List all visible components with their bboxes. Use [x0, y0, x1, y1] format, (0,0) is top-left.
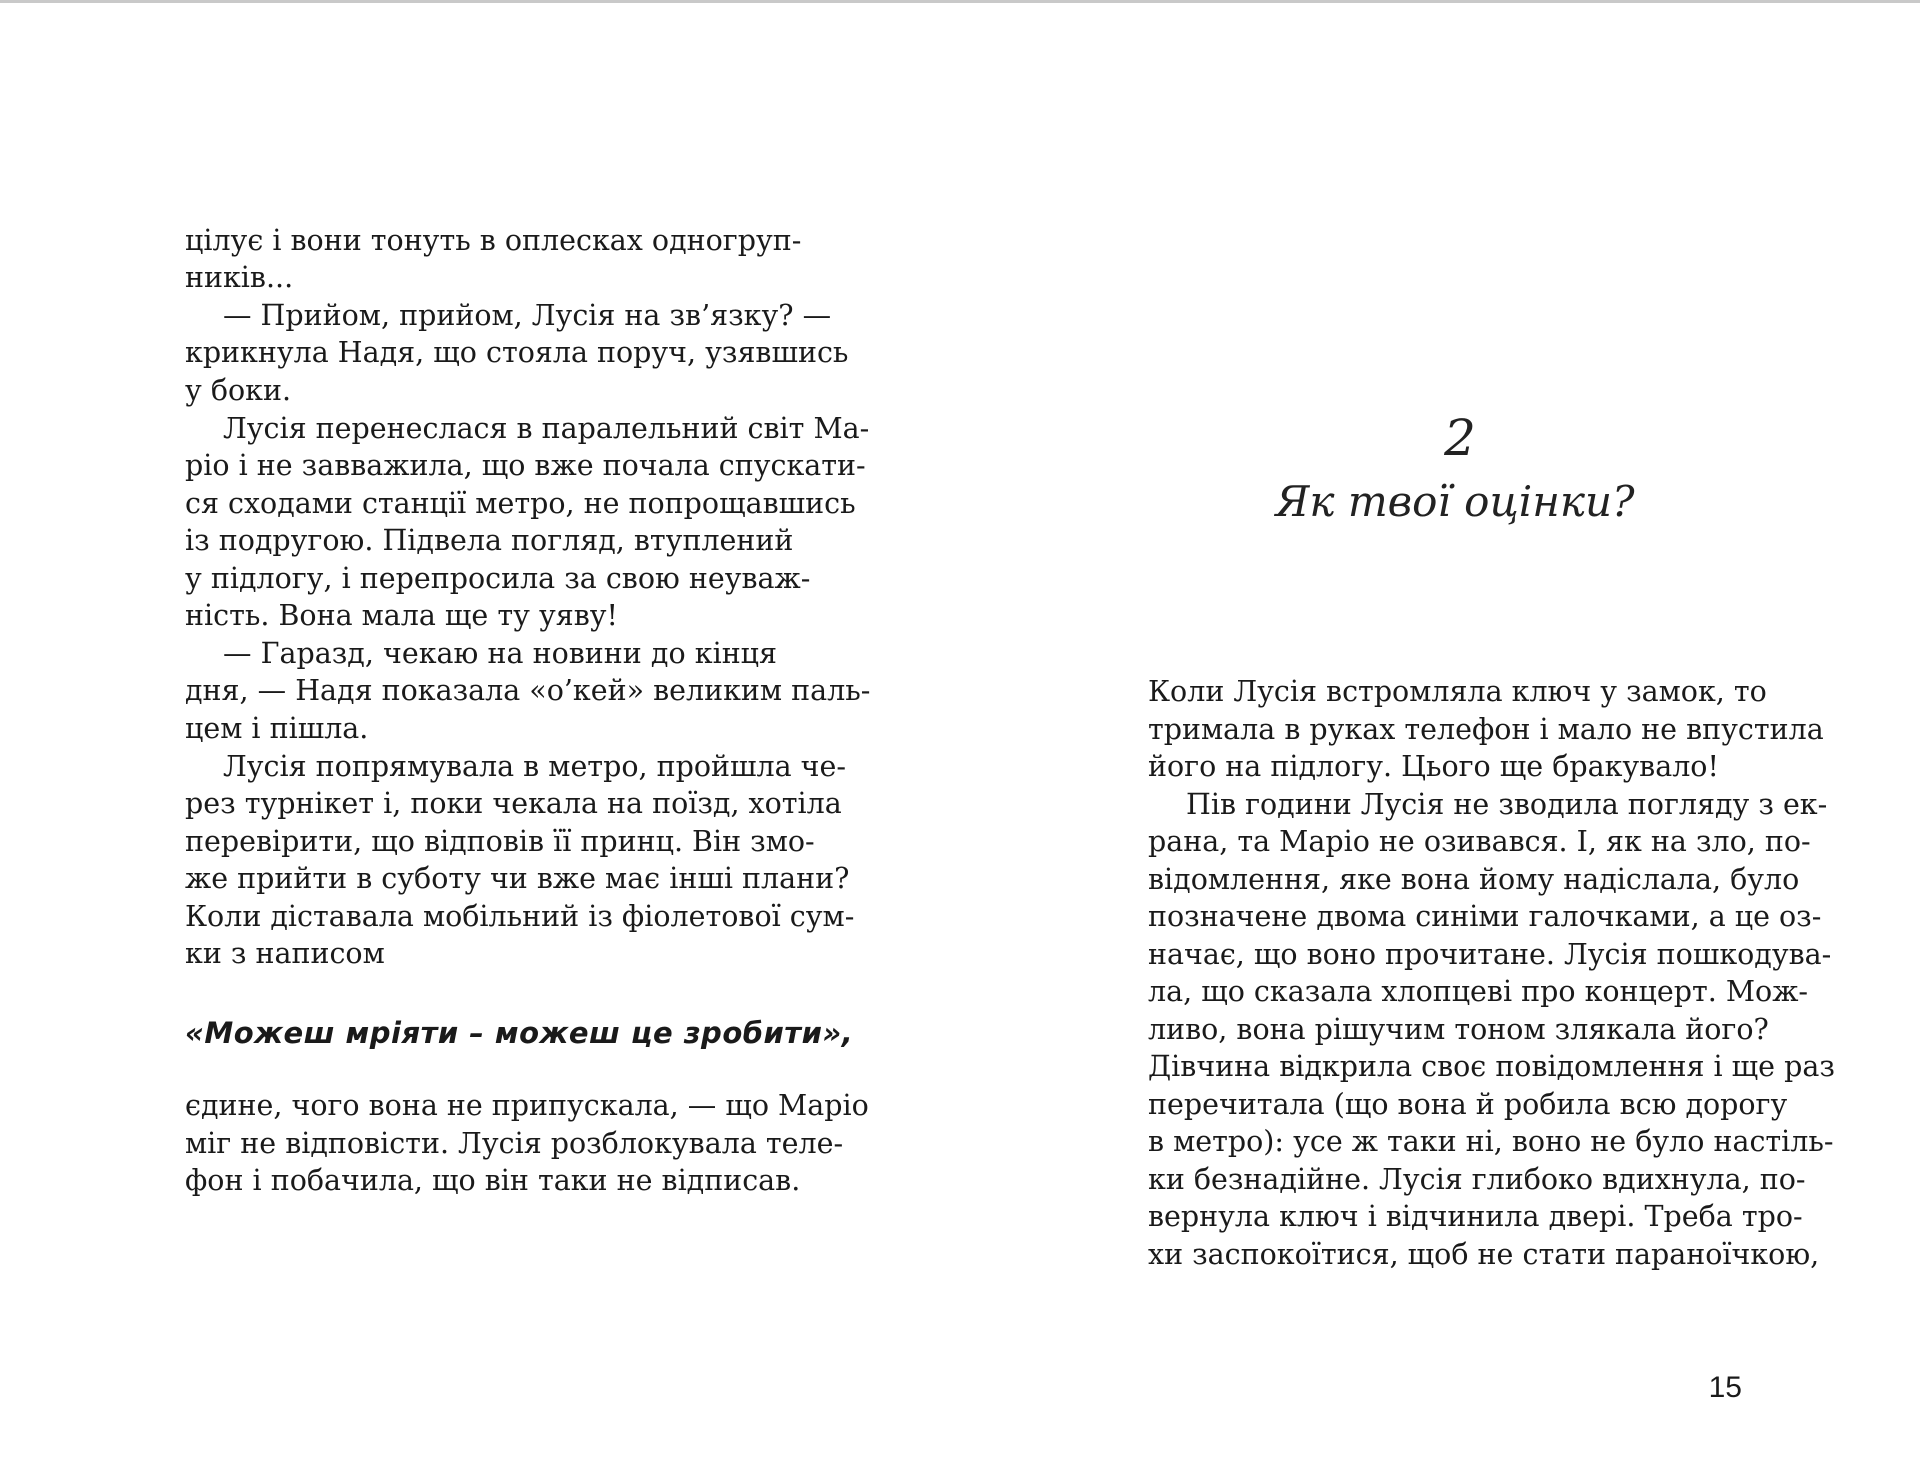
text-line: перечитала (що вона й робила всю дорогу: [1148, 1088, 1788, 1121]
page-number: 15: [1708, 1371, 1742, 1404]
text-line: Дівчина відкрила своє повідомлення і ще раз: [1148, 1050, 1835, 1083]
text-line: тримала в руках телефон і мало не впустила: [1148, 713, 1824, 746]
text-line: ність. Вона мала ще ту уяву!: [185, 599, 618, 632]
text-line: Лусія попрямувала в метро, пройшла че-: [223, 750, 846, 783]
chapter-number: 2: [1444, 409, 1476, 467]
text-line: відомлення, яке вона йому надіслала, було: [1148, 863, 1800, 896]
text-line: цем і пішла.: [185, 712, 369, 745]
text-line: міг не відповісти. Лусія розблокувала теле-: [185, 1127, 844, 1160]
text-line: його на підлогу. Цього ще бракувало!: [1148, 750, 1719, 783]
text-line: у боки.: [185, 374, 292, 407]
text-line: цілує і вони тонуть в оплесках одногруп-: [185, 224, 802, 257]
bag-slogan: «Можеш мріяти – можеш це зробити»,: [185, 1016, 854, 1050]
text-line: єдине, чого вона не припускала, — що Маріо: [185, 1089, 869, 1122]
text-line: у підлогу, і перепросила за свою неуваж-: [185, 562, 811, 595]
left-page: [185, 0, 871, 1479]
chapter-title: Як твої оцінки?: [1275, 477, 1635, 526]
text-line: перевірити, що відповів її принц. Він змо-: [185, 825, 815, 858]
text-line: рез турнікет і, поки чекала на поїзд, хотіла: [185, 787, 842, 820]
text-line: — Прийом, прийом, Лусія на зв’язку? —: [223, 299, 832, 332]
text-line: в метро): усе ж таки ні, воно не було настіль-: [1148, 1125, 1834, 1158]
text-line: позначене двома синіми галочками, а це оз-: [1148, 900, 1822, 933]
text-line: ся сходами станції метро, не попрощавшись: [185, 487, 856, 520]
text-line: же прийти в суботу чи вже має інші плани?: [185, 862, 850, 895]
text-line: ників...: [185, 261, 294, 294]
text-line: начає, що воно прочитане. Лусія пошкодува-: [1148, 938, 1832, 971]
text-line: вернула ключ і відчинила двері. Треба тро-: [1148, 1200, 1803, 1233]
text-line: фон і побачила, що він таки не відписав.: [185, 1164, 801, 1197]
text-line: хи заспокоїтися, щоб не стати параноїчкою,: [1148, 1238, 1820, 1271]
right-page: [1148, 0, 1835, 1479]
text-line: із подругою. Підвела погляд, втуплений: [185, 524, 794, 557]
text-line: — Гаразд, чекаю на новини до кінця: [223, 637, 777, 670]
text-line: ла, що сказала хлопцеві про концерт. Мож-: [1148, 975, 1809, 1008]
text-line: рана, та Маріо не озивався. І, як на зло, по-: [1148, 825, 1811, 858]
text-line: Лусія перенеслася в паралельний світ Ма-: [223, 412, 870, 445]
text-line: Пів години Лусія не зводила погляду з ек-: [1186, 788, 1828, 821]
text-line: ки з написом: [185, 937, 385, 970]
text-line: ки безнадійне. Лусія глибоко вдихнула, по-: [1148, 1163, 1806, 1196]
text-line: Коли Лусія встромляла ключ у замок, то: [1148, 675, 1767, 708]
text-line: Коли діставала мобільний із фіолетової сум-: [185, 900, 855, 933]
text-line: крикнула Надя, що стояла поруч, узявшись: [185, 336, 849, 369]
text-line: ріо і не завважила, що вже почала спускати-: [185, 449, 866, 482]
text-line: дня, — Надя показала «о’кей» великим паль-: [185, 674, 871, 707]
text-line: ливо, вона рішучим тоном злякала його?: [1148, 1013, 1769, 1046]
